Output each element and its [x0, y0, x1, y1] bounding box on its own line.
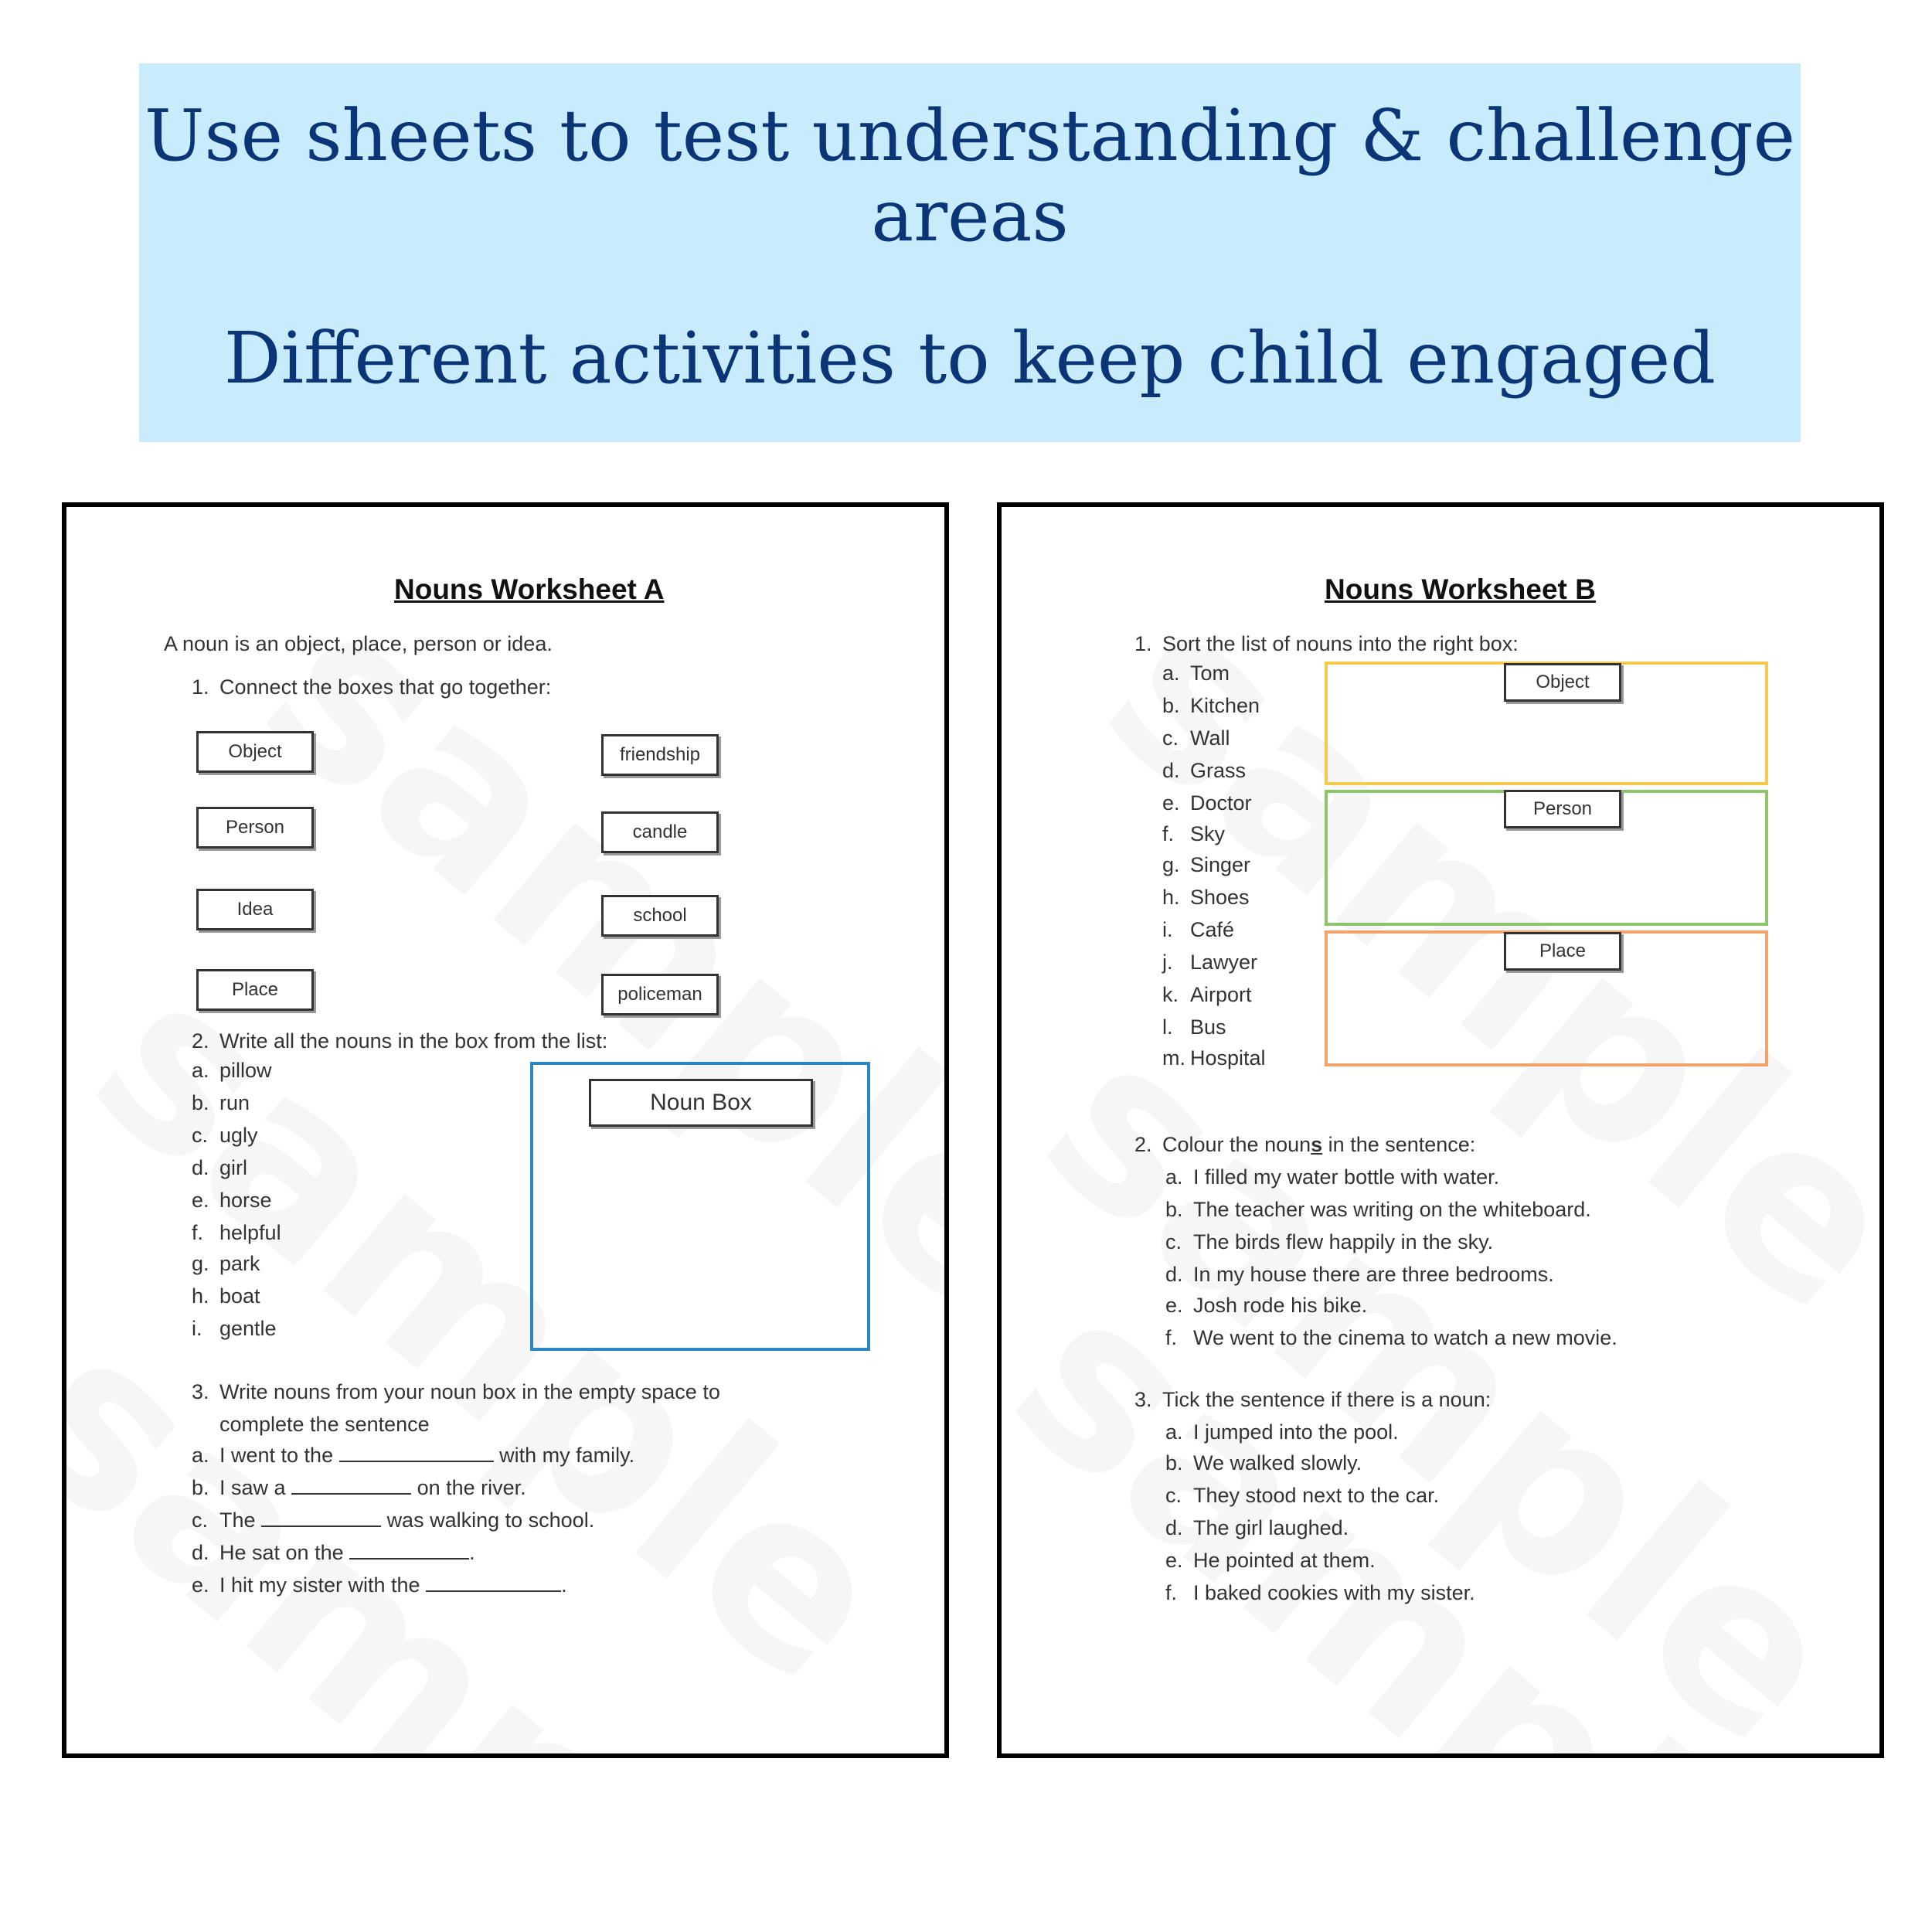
worksheet-a-preview — [62, 502, 949, 1758]
sentence-item: f. We went to the cinema to watch a new movie. — [1165, 1326, 1617, 1349]
intro-text: A noun is an object, place, person or idea. — [164, 632, 553, 655]
answer-blank[interactable] — [426, 1573, 561, 1592]
fill-in-sentence: a. I went to the with my family. — [192, 1444, 635, 1467]
question-3: 3. Write nouns from your noun box in the empty space to — [192, 1380, 720, 1403]
sentence-item: a. I jumped into the pool. — [1165, 1420, 1399, 1444]
answer-blank[interactable] — [261, 1509, 381, 1527]
sentence-item: b. The teacher was writing on the whiteboard. — [1165, 1198, 1591, 1221]
list-item: k. Airport — [1162, 983, 1252, 1006]
sentence-item: e. He pointed at them. — [1165, 1549, 1376, 1572]
sentence-item: a. I filled my water bottle with water. — [1165, 1165, 1500, 1189]
list-item: i. Café — [1162, 918, 1235, 941]
list-item: d. Grass — [1162, 759, 1247, 782]
list-item: m. Hospital — [1162, 1046, 1266, 1070]
list-item: b. Kitchen — [1162, 694, 1260, 717]
list-item: e. Doctor — [1162, 791, 1252, 815]
question-3: 3. Tick the sentence if there is a noun: — [1134, 1388, 1492, 1411]
connect-box-left: Place — [196, 969, 314, 1011]
list-item: g. Singer — [1162, 853, 1251, 876]
sort-box-label: Object — [1504, 663, 1621, 702]
list-item: c. ugly — [192, 1124, 258, 1147]
answer-blank[interactable] — [291, 1476, 411, 1495]
sentence-item: b. We walked slowly. — [1165, 1451, 1362, 1475]
connect-box-right: friendship — [601, 734, 719, 776]
question-3-continued: complete the sentence — [219, 1413, 430, 1436]
list-item: j. Lawyer — [1162, 951, 1258, 974]
connect-box-left: Idea — [196, 889, 314, 930]
connect-box-right: candle — [601, 811, 719, 853]
sentence-item: f. I baked cookies with my sister. — [1165, 1581, 1475, 1604]
sentence-item: d. The girl laughed. — [1165, 1516, 1349, 1539]
noun-box-label: Noun Box — [589, 1079, 813, 1127]
sentence-item: c. The birds flew happily in the sky. — [1165, 1230, 1494, 1253]
banner-line-1: Use sheets to test understanding & challenge areas — [144, 94, 1796, 257]
list-item: b. run — [192, 1091, 250, 1114]
sort-box-label: Place — [1504, 932, 1621, 971]
list-item: h. boat — [192, 1284, 260, 1308]
sentence-item: e. Josh rode his bike. — [1165, 1294, 1368, 1317]
list-item: i. gentle — [192, 1317, 277, 1340]
connect-box-left: Person — [196, 807, 314, 849]
sentence-item: c. They stood next to the car. — [1165, 1484, 1440, 1507]
fill-in-sentence: e. I hit my sister with the . — [192, 1573, 567, 1597]
list-item: a. Tom — [1162, 662, 1230, 685]
question-1: 1. Connect the boxes that go together: — [192, 675, 552, 699]
fill-in-sentence: b. I saw a on the river. — [192, 1476, 526, 1499]
connect-box-left: Object — [196, 731, 314, 773]
answer-blank[interactable] — [349, 1541, 469, 1560]
list-item: d. girl — [192, 1156, 248, 1179]
question-2: 2. Write all the nouns in the box from the list: — [192, 1029, 608, 1053]
worksheet-a-title: Nouns Worksheet A — [394, 573, 665, 605]
list-item: f. Sky — [1162, 822, 1226, 845]
header-banner — [139, 63, 1801, 442]
list-item: a. pillow — [192, 1059, 272, 1082]
sentence-item: d. In my house there are three bedrooms. — [1165, 1263, 1554, 1286]
list-item: f. helpful — [192, 1221, 281, 1244]
list-item: h. Shoes — [1162, 886, 1250, 909]
worksheet-b-title: Nouns Worksheet B — [1325, 573, 1596, 605]
list-item: g. park — [192, 1252, 260, 1275]
list-item: l. Bus — [1162, 1015, 1226, 1039]
sort-box-label: Person — [1504, 790, 1621, 828]
worksheet-b-preview — [997, 502, 1884, 1758]
question-1: 1. Sort the list of nouns into the right box: — [1134, 632, 1519, 655]
list-item: c. Wall — [1162, 726, 1230, 750]
connect-box-right: school — [601, 895, 719, 937]
list-item: e. horse — [192, 1189, 272, 1212]
fill-in-sentence: d. He sat on the . — [192, 1541, 475, 1564]
fill-in-sentence: c. The was walking to school. — [192, 1509, 595, 1532]
question-2: 2. Colour the nouns in the sentence: — [1134, 1133, 1476, 1156]
answer-blank[interactable] — [339, 1444, 494, 1462]
connect-box-right: policeman — [601, 974, 719, 1015]
banner-line-2: Different activities to keep child engaged — [223, 317, 1716, 400]
